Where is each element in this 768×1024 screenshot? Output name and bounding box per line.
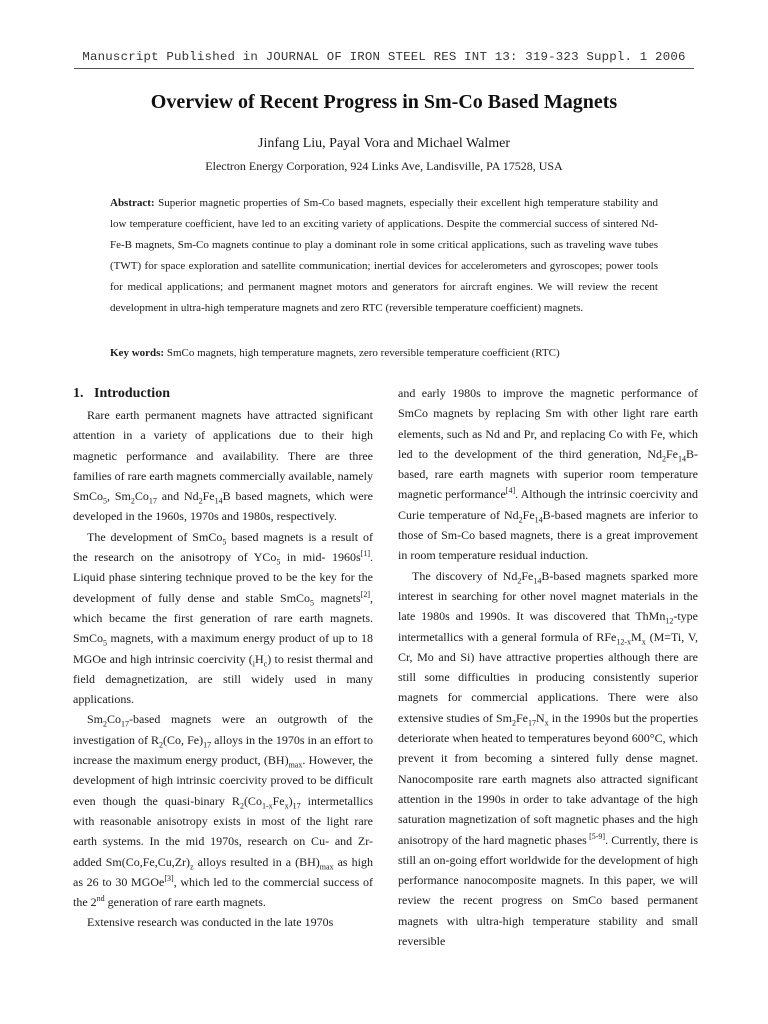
section-heading-introduction: 1. Introduction xyxy=(73,386,170,401)
paper-title: Overview of Recent Progress in Sm-Co Based Magnets xyxy=(150,91,618,113)
paragraph-4: Extensive research was conducted in the late 1970s xyxy=(87,915,334,930)
right-column xyxy=(398,383,698,951)
paragraph-2: The development of SmCo$_5$ based magnets is a result of the research on the anisotropy of YCo$_5$ in mid- 1960s[1]. Liquid phase sintering technique proved to be the key for the development of fully dense and stable SmCo$_5$ magnets[2], which became the first generation of rare earth magnets. SmCo$_5$ magnets, with a maximum energy product of up to 18 MGOe and high intrinsic coercivity $(_iH_c)$ to resist thermal and field demagnetization, are still widely used in many applications. xyxy=(73,529,373,707)
abstract xyxy=(110,193,658,319)
paper-affiliation: Electron Energy Corporation, 924 Links Ave, Landisville, PA 17528, USA xyxy=(205,159,563,173)
keywords-text: SmCo magnets, high temperature magnets, zero reversible temperature coefficient (RTC) xyxy=(164,347,560,359)
left-column xyxy=(73,383,373,933)
abstract-text: Superior magnetic properties of Sm-Co based magnets, especially their excellent high temperature stability and low temperature coefficient, have led to an exciting variety of applications. Despite the commercial success of sintered Nd-Fe-B magnets, Sm-Co magnets continue to play a dominant role in some critical applications, such as traveling wave tubes (TWT) for space exploration and satellite communication; inertial devices for accelerometers and gyroscopes; power tools for medical applications; and permanent magnet motors and generators for aircraft engines. We will review the recent development in ultra-high temperature magnets and zero RTC (reversible temperature coefficient) magnets. xyxy=(110,197,658,314)
paragraph-1: Rare earth permanent magnets have attracted significant attention in a variety of applications due to their high magnetic performance and availability. There are three families of rare earth magnets commercially available, namely SmCo$_5$, $Sm_2Co_{17}$ and $Nd_2Fe_{14}B$ based magnets, which were developed in the 1960s, 1970s and 1980s, respectively. xyxy=(73,408,373,524)
header-rule xyxy=(74,68,694,69)
paragraph-5: The discovery of $Nd_2Fe_{14}B$-based magnets sparked more interest in searching for other novel magnet materials in the late 1980s and 1990s. It was discovered that ThMn$_{12}$-type intermetallics with a general formula of $RFe_{12-x}M_x$ (M=Ti, V, Cr, Mo and Si) have attractive properties although there are still some difficulties in producing consistently superior magnets for commercial applications. There were also extensive studies of $Sm_2Fe_{17}N_x$ in the 1990s but the properties deteriorate when heated to temperatures beyond 600°C, which prevent it from becoming a sintered fully dense magnet. Nanocomposite rare earth magnets also attracted significant attention in the 1990s in order to take advantage of the high saturation magnetization of soft magnetic phases and the high anisotropy of the hard magnetic phases [5-9]. Currently, there is still an on-going effort worldwide for the development of high performance nanocomposite magnets. In this paper, we will review the recent progress on SmCo based permanent magnets with ultra-high temperature stability and small reversible xyxy=(398,568,699,949)
paragraph-3: $Sm_2Co_{17}$-based magnets were an outgrowth of the investigation of $R_2(Co$, $Fe)_{17}$ alloys in the 1970s in an effort to increase the maximum energy product, $(BH)_{max}$. However, the development of high intrinsic coercivity proved to be difficult even though the quasi-binary $R_2(Co_{1-x}Fe_x)_{17}$ intermetallics with reasonable anisotropy exists in most of the light rare earth systems. In the mid 1970s, research on Cu- and Zr-added $Sm(Co,Fe,Cu,Zr)_z$ alloys resulted in a $(BH)_{max}$ as high as 26 to 30 MGOe[3], which led to the commercial success of the 2nd generation of rare earth magnets. xyxy=(73,712,374,910)
paper-authors: Jinfang Liu, Payal Vora and Michael Walmer xyxy=(258,136,510,151)
keywords xyxy=(110,343,670,364)
paragraph-4-continued: and early 1980s to improve the magnetic performance of SmCo magnets by replacing Sm with other light rare earth elements, such as Nd and Pr, and replacing Co with Fe, which led to the development of the third generation, $Nd_2Fe_{14}B$-based, rare earth magnets with superior room temperature magnetic performance[4]. Although the intrinsic coercivity and Curie temperature of $Nd_2Fe_{14}B$-based magnets are inferior to those of Sm-Co based magnets, there is a great improvement in room temperature residual induction. xyxy=(398,386,699,563)
journal-header: Manuscript Published in JOURNAL OF IRON STEEL RES INT 13: 319-323 Suppl. 1 2006 xyxy=(82,50,686,64)
keywords-label: Key words: xyxy=(110,347,165,359)
abstract-label: Abstract: xyxy=(110,197,155,209)
